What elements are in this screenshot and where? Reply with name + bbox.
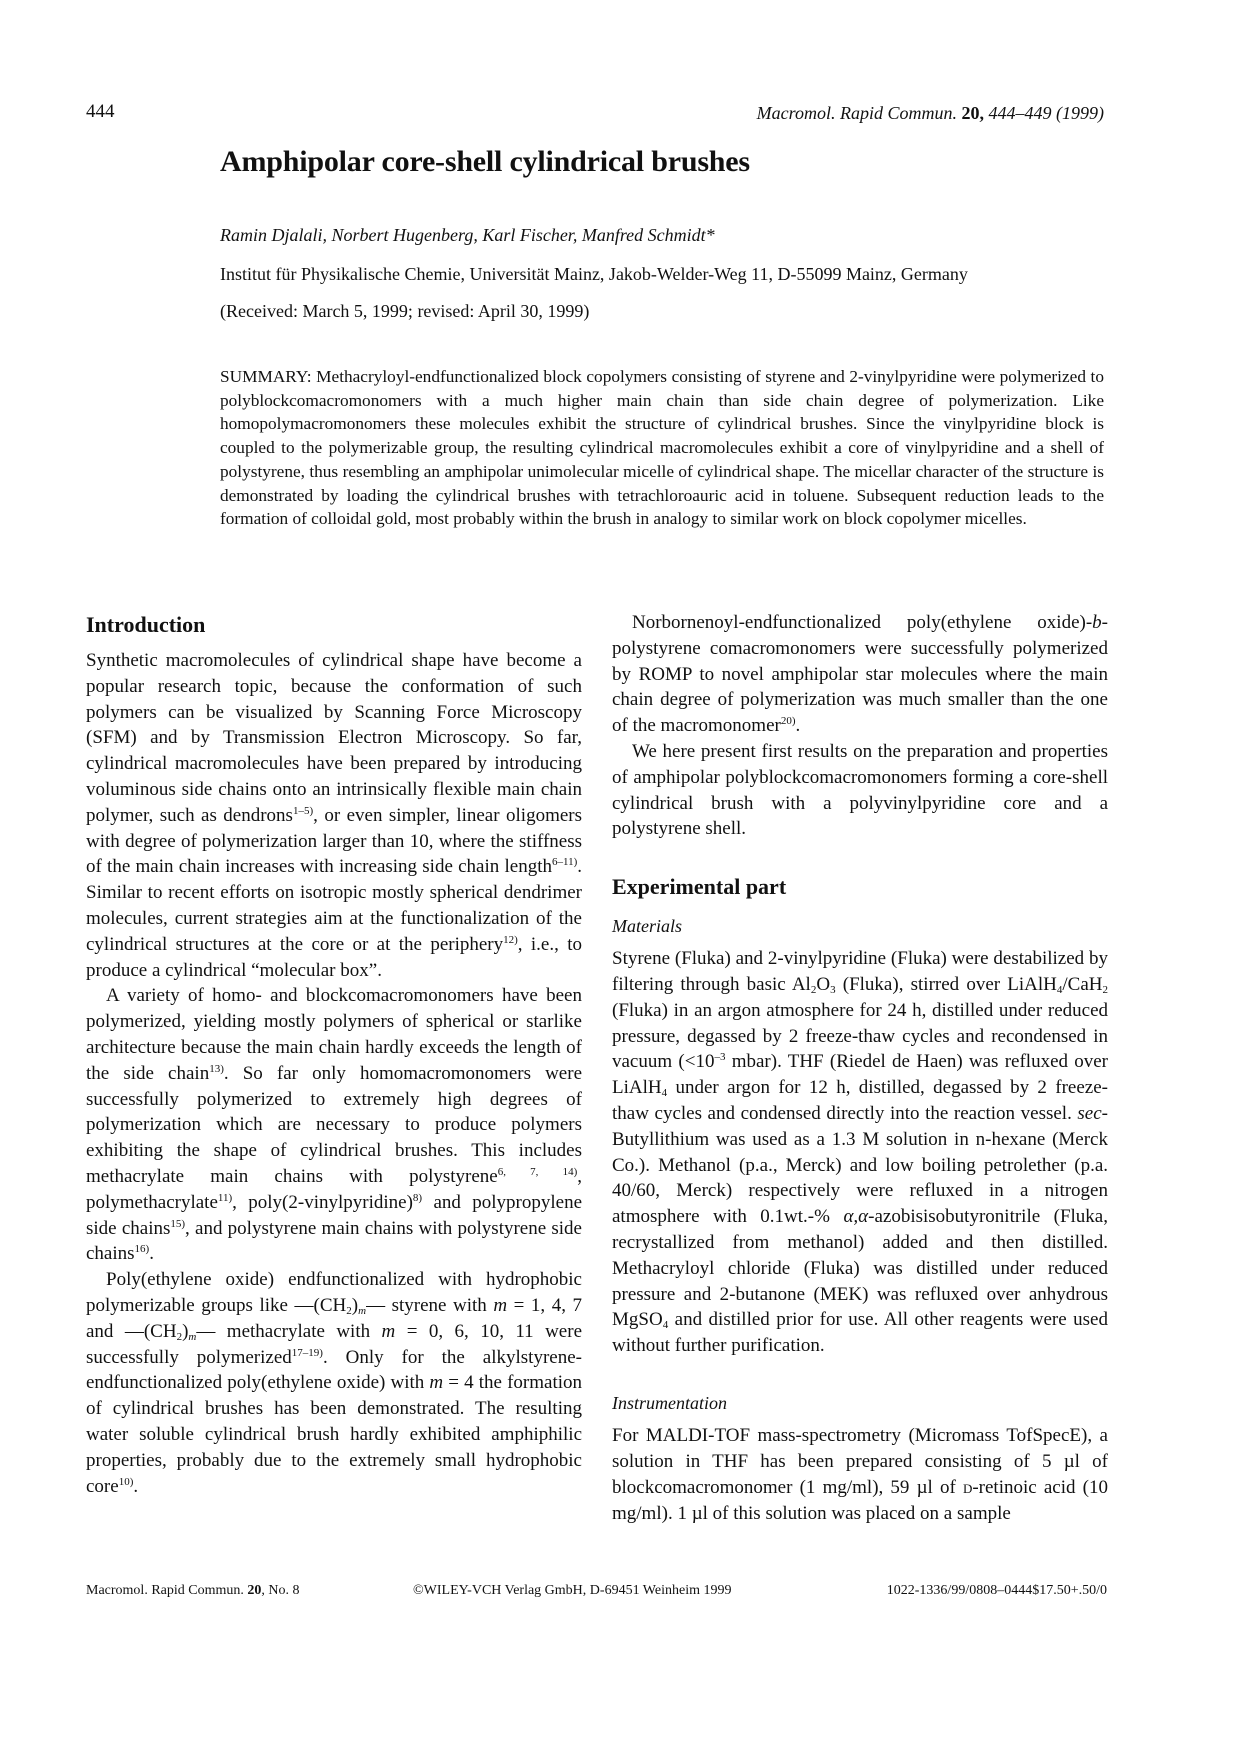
journal-name: Macromol. Rapid Commun. — [756, 103, 957, 123]
footer-issn-price: 1022-1336/99/0808–0444$17.50+.50/0 — [886, 1583, 1107, 1598]
right-column — [612, 610, 1108, 1527]
article-affiliation: Institut für Physikalische Chemie, Universität Mainz, Jakob-Welder-Weg 11, D-55099 Mainz, Germany — [220, 264, 968, 284]
introduction-paragraph-1: Synthetic macromolecules of cylindrical shape have become a popular research topic, because the conformation of such polymers can be visualized by Scanning Force Microscopy (SFM) and by Transmission Electron Microscopy. So far, cylindrical macromolecules have been prepared by introducing voluminous side chains onto an intrinsically flexible main chain polymer, such as dendrons$^{1-5)}$, or even simpler, linear oligomers with degree of polymerization larger than 10, where the stiffness of the main chain increases with increasing side chain length$^{6-11)}$. Similar to recent efforts on isotropic mostly spherical dendrimer molecules, current strategies aim at the functionalization of the cylindrical structures at the core or at the periphery$^{12)}$, i.e., to produce a cylindrical “molecular box”. — [86, 650, 582, 981]
introduction-heading: Introduction — [86, 612, 206, 637]
left-column — [86, 610, 582, 1499]
introduction-paragraph-3: Poly(ethylene oxide) endfunctionalized with hydrophobic polymerizable groups like $—(CH_2)_m—$ styrene with m = 1, 4, 7 and $—(CH_2)_m—$ methacrylate with m = 0, 6, 10, 11 were successfully polymerized$^{17-19)}$. Only for the alkylstyrene-endfunctionalized poly(ethylene oxide) with m = 4 the formation of cylindrical brushes has been demonstrated. The resulting water soluble cylindrical brush hardly exhibited amphiphilic properties, probably due to the extremely small hydrophobic core$^{10)}$. — [86, 1269, 583, 1497]
materials-heading: Materials — [612, 916, 682, 937]
instrumentation-heading: Instrumentation — [612, 1392, 727, 1413]
article-authors: Ramin Djalali, Norbert Hugenberg, Karl Fischer, Manfred Schmidt* — [220, 225, 715, 245]
journal-pages-year: 444–449 (1999) — [988, 103, 1104, 123]
right-intro-paragraph-1: Norbornenoyl-endfunctionalized poly(ethylene oxide)-b-polystyrene comacromonomers were successfully polymerized by ROMP to novel amphipolar star molecules where the main chain degree of polymerization was much smaller than the one of the macromonomer$^{20)}$. — [612, 612, 1108, 737]
experimental-heading: Experimental part — [612, 874, 787, 900]
instrumentation-paragraph: For MALDI-TOF mass-spectrometry (Micromass TofSpecE), a solution in THF has been prepared consisting of 5 µl of blockcomacromonomer (1 mg/ml), 59 µl of D-retinoic acid (10 mg/ml). 1 µl of this solution was placed on a sample — [612, 1424, 1108, 1525]
introduction-paragraph-2: A variety of homo- and blockcomacromonomers have been polymerized, yielding mostly polymers of spherical or starlike architecture because the main chain hardly exceeds the length of the side chain$^{13)}$. So far only homomacromonomers were successfully polymerized to extremely high degrees of polymerization which are necessary to produce polymers exhibiting the shape of cylindrical brushes. This includes methacrylate main chains with polystyrene$^{6, 7, 14)}$, polymethacrylate$^{11)}$, poly(2-vinylpyridine)$^{8)}$ and polypropylene side chains$^{15)}$, and polystyrene main chains with polystyrene side chains$^{16)}$. — [86, 985, 583, 1265]
journal-reference — [757, 103, 1104, 124]
article-summary: SUMMARY: Methacryloyl-endfunctionalized block copolymers consisting of styrene and 2-vinylpyridine were polymerized to polyblockcomacromonomers with a much higher main chain than side chain degree of polymerization. Like homopolymacromonomers these molecules exhibit the structure of cylindrical brushes. Since the vinylpyridine block is coupled to the polymerizable group, the resulting cylindrical macromolecules exhibit a core of vinylpyridine and a shell of polystyrene, thus resembling an amphipolar unimolecular micelle of cylindrical shape. The micellar character of the structure is demonstrated by loading the cylindrical brushes with tetrachloroauric acid in toluene. Subsequent reduction leads to the formation of colloidal gold, most probably within the brush in analogy to similar work on block copolymer micelles. — [220, 367, 1104, 529]
article-title: Amphipolar core-shell cylindrical brushes — [220, 145, 750, 178]
footer-copyright: ©WILEY-VCH Verlag GmbH, D-69451 Weinheim 1999 — [413, 1583, 732, 1598]
materials-paragraph: Styrene (Fluka) and 2-vinylpyridine (Fluka) were destabilized by filtering through basic $Al_2O_3$ (Fluka), stirred over LiAlH$_4$/CaH$_2$ (Fluka) in an argon atmosphere for 24 h, distilled under reduced pressure, degassed by 2 freeze-thaw cycles and recondensed in vacuum ($<10^{-3}$ mbar). THF (Riedel de Haen) was refluxed over LiAlH$_4$ under argon for 12 h, distilled, degassed by 2 freeze-thaw cycles and condensed directly into the reaction vessel. sec-Butyllithium was used as a 1.3 M solution in n-hexane (Merck Co.). Methanol (p.a., Merck) and low boiling petrolether (p.a. 40/60, Merck) respectively were refluxed in a nitrogen atmosphere with 0.1wt.-% α,α-azobisisobutyronitrile (Fluka, recrystallized from methanol) added and then distilled. Methacryloyl chloride (Fluka) was distilled under reduced pressure and 2-butanone (MEK) was refluxed over anhydrous MgSO$_4$ and distilled prior for use. All other reagents were used without further purification. — [612, 948, 1109, 1357]
footer-journal: Macromol. Rapid Commun. 20, No. 8 — [86, 1583, 300, 1598]
article-received-dates: (Received: March 5, 1999; revised: April 30, 1999) — [220, 301, 590, 321]
journal-volume: 20, — [961, 103, 984, 123]
page-number: 444 — [86, 101, 115, 122]
right-intro-paragraph-2: We here present first results on the preparation and properties of amphipolar polyblockcomacromonomers forming a core-shell cylindrical brush with a polyvinylpyridine core and a polystyrene shell. — [612, 740, 1108, 840]
